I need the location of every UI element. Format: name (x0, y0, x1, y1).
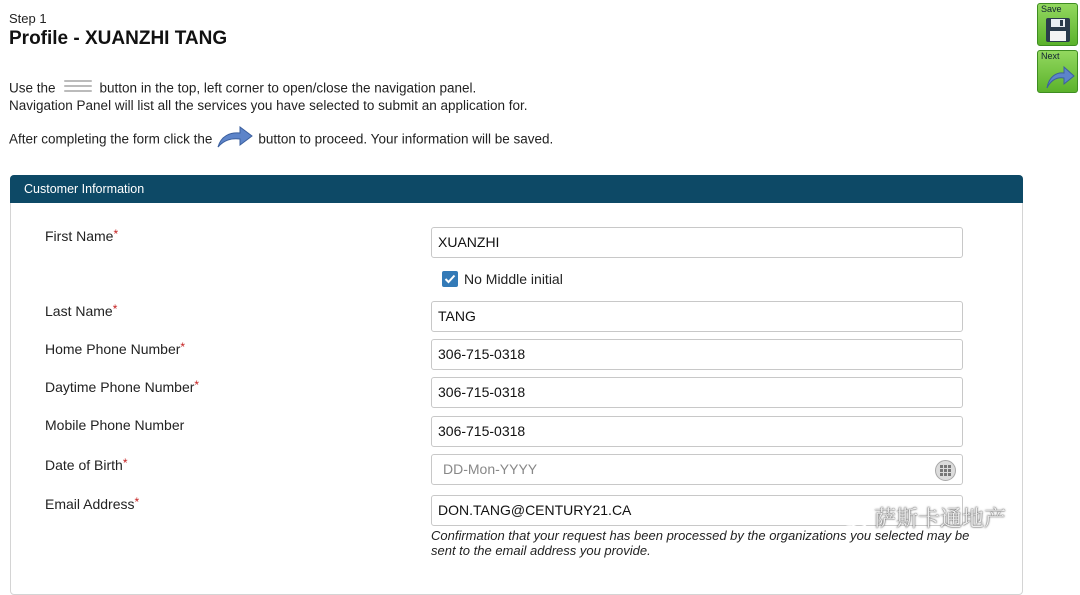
daytime-phone-field[interactable]: 306-715-0318 (431, 377, 963, 408)
wechat-icon (838, 506, 870, 530)
intro-text-3a: After completing the form click the (9, 131, 213, 147)
intro-menu-instruction (9, 80, 476, 98)
panel-header: Customer Information (10, 175, 1023, 203)
no-middle-initial-row[interactable] (442, 271, 563, 288)
calendar-grid-icon (940, 465, 951, 476)
intro-proceed-instruction (9, 128, 553, 152)
calendar-icon[interactable] (935, 460, 956, 481)
intro-text-3b: button to proceed. Your information will be saved. (258, 131, 554, 147)
email-help-text: Confirmation that your request has been processed by the organizations you selected may be sent to the email address you provide. (431, 528, 970, 558)
last-name-label: Last Name* (45, 302, 118, 319)
step-label: Step 1 (9, 11, 47, 26)
email-field[interactable]: DON.TANG@CENTURY21.CA (431, 495, 963, 526)
watermark-text: 萨斯卡通地产 (874, 507, 1007, 532)
required-marker: * (122, 456, 128, 470)
required-marker: * (112, 302, 118, 316)
date-of-birth-field[interactable]: DD-Mon-YYYY (431, 454, 963, 485)
floppy-disk-icon (1045, 17, 1071, 43)
watermark (838, 502, 1006, 533)
first-name-field[interactable]: XUANZHI (431, 227, 963, 258)
intro-text-1a: Use the (9, 80, 56, 96)
mobile-phone-label: Mobile Phone Number (45, 417, 185, 433)
next-button[interactable] (1037, 50, 1078, 93)
curved-arrow-right-icon (216, 125, 254, 149)
required-marker: * (194, 378, 200, 392)
required-marker: * (134, 495, 140, 509)
mobile-phone-field[interactable]: 306-715-0318 (431, 416, 963, 447)
intro-nav-panel-text: Navigation Panel will list all the services you have selected to submit an application for. (9, 98, 528, 113)
required-marker: * (180, 340, 186, 354)
home-phone-field[interactable]: 306-715-0318 (431, 339, 963, 370)
first-name-label: First Name* (45, 227, 119, 244)
save-label: Save (1041, 4, 1062, 14)
page-title: Profile - XUANZHI TANG (9, 28, 228, 49)
checkmark-icon (444, 273, 456, 285)
curved-arrow-right-icon (1045, 64, 1075, 90)
email-label: Email Address* (45, 495, 140, 512)
last-name-field[interactable]: TANG (431, 301, 963, 332)
next-label: Next (1041, 51, 1060, 61)
hamburger-menu-icon (64, 77, 92, 95)
no-middle-initial-checkbox[interactable] (442, 271, 458, 287)
required-marker: * (113, 227, 119, 241)
intro-text-1b: button in the top, left corner to open/close the navigation panel. (99, 80, 477, 96)
no-middle-initial-label: No Middle initial (464, 271, 563, 287)
save-button[interactable] (1037, 3, 1078, 46)
daytime-phone-label: Daytime Phone Number* (45, 378, 200, 395)
date-of-birth-label: Date of Birth* (45, 456, 128, 473)
home-phone-label: Home Phone Number* (45, 340, 186, 357)
